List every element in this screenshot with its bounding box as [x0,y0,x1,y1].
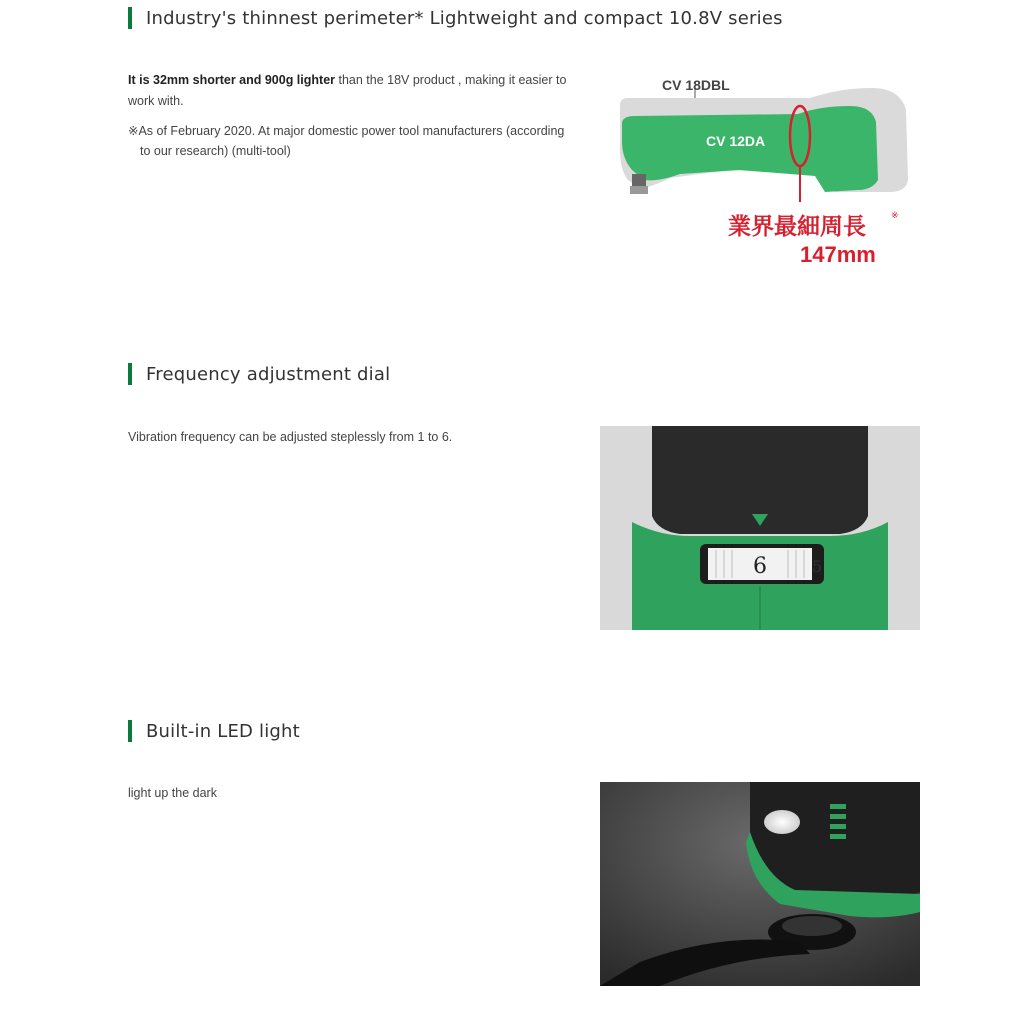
title-accent-bar [128,7,132,29]
led-light-icon [764,810,800,834]
tool-head [632,174,646,188]
dial-next-number: 5 [812,557,823,576]
section-title-led [128,720,300,742]
section-title-text: Built-in LED light [146,720,300,742]
footnote-line-2: to our research) (multi-tool) [140,144,291,158]
section-description: Vibration frequency can be adjusted steplessly from 1 to 6. [128,430,453,444]
footnote-mark: ※ [891,211,899,221]
tool-comparison-figure [610,70,910,270]
industry-label: 業界最細周長 [728,214,866,240]
frequency-dial-photo [600,426,920,630]
section-title-text: Frequency adjustment dial [146,363,391,385]
section-title-text: Industry's thinnest perimeter* Lightweight and compact 10.8V series [146,7,783,29]
section-description [128,70,588,112]
dial-number: 6 [753,554,767,579]
small-tool-body [622,106,878,192]
perimeter-measure: 147mm [800,242,876,267]
title-accent-bar [128,363,132,385]
footnote-line-1: ※As of February 2020. At major domestic power tool manufacturers (according [128,124,565,138]
section-title-thinnest [128,7,783,29]
description-rest: than the 18V product , making it easier to work with. [128,73,567,108]
title-accent-bar [128,720,132,742]
large-tool-label: CV 18DBL [662,77,730,93]
description-bold: It is 32mm shorter and 900g lighter [128,73,336,87]
footnote [128,121,588,161]
section-title-frequency [128,363,390,385]
led-light-photo [600,782,920,986]
tool-blade-holder [630,186,648,194]
small-tool-label: CV 12DA [706,133,766,149]
section-description: light up the dark [128,786,217,800]
